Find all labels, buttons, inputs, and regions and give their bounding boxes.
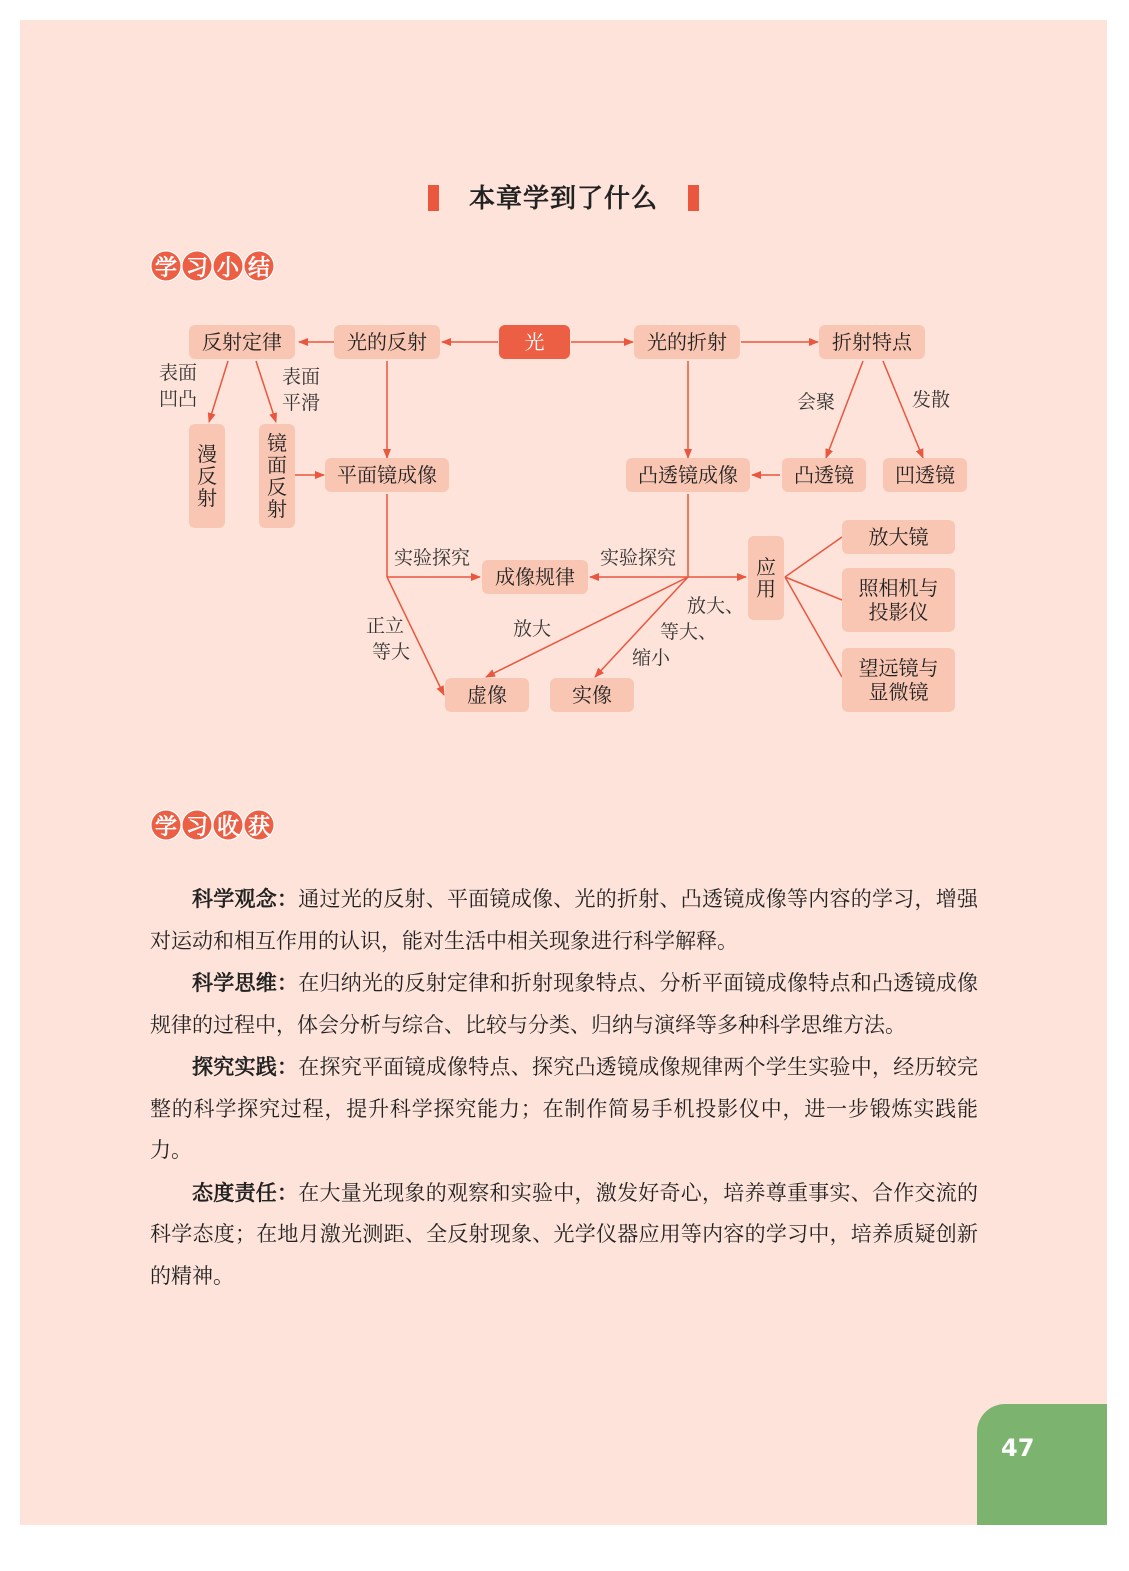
label-diverge: 发散 xyxy=(912,389,951,411)
label-line: 缩小 xyxy=(632,647,671,669)
node-char: 射 xyxy=(267,497,287,521)
arrow-law-specular xyxy=(256,361,276,422)
arrow-law-diffuse xyxy=(209,361,228,422)
page-number: 47 xyxy=(1001,1434,1035,1462)
node-camera-projector xyxy=(842,568,955,632)
node-light: 光 xyxy=(499,325,570,359)
node-refraction: 光的折射 xyxy=(634,325,740,359)
node-char: 反 xyxy=(267,475,287,499)
node-line: 投影仪 xyxy=(868,600,929,624)
node-char: 漫 xyxy=(197,442,217,466)
node-line: 望远镜与 xyxy=(858,656,939,680)
node-char: 反 xyxy=(197,464,217,488)
paragraph-attitude-responsibility xyxy=(150,1172,978,1298)
section-char: 学 xyxy=(150,809,182,841)
section-char: 获 xyxy=(243,809,275,841)
section-heading-gains xyxy=(150,809,274,841)
paragraph-text: 在归纳光的反射定律和折射现象特点、分析平面镜成像特点和凸透镜成像规律的过程中，体会分析与综合、比较与分类、归纳与演绎等多种科学思维方法。 xyxy=(150,971,978,1037)
paragraph-science-thinking xyxy=(150,962,978,1046)
page-number-tab xyxy=(977,1404,1107,1525)
node-concave-lens: 凹透镜 xyxy=(883,458,967,492)
paragraph-head: 科学思维： xyxy=(192,970,299,995)
node-reflection-law: 反射定律 xyxy=(189,325,295,359)
label-real-image-types xyxy=(632,593,744,671)
title-text: 本章学到了什么 xyxy=(468,184,658,214)
paragraph-head: 科学观念： xyxy=(192,886,299,911)
label-line: 正立 xyxy=(366,615,405,637)
label-upright-equal xyxy=(360,613,410,665)
node-virtual-image: 虚像 xyxy=(445,678,529,712)
label-line: 等大 xyxy=(372,641,411,663)
node-imaging-rule: 成像规律 xyxy=(482,560,588,594)
label-converge: 会聚 xyxy=(797,391,836,413)
node-line: 照相机与 xyxy=(858,576,939,600)
label-line: 表面 xyxy=(282,366,321,388)
node-plane-mirror-imaging: 平面镜成像 xyxy=(325,458,449,492)
label-line: 表面 xyxy=(159,362,198,384)
section-char: 学 xyxy=(150,250,182,282)
section-char: 收 xyxy=(212,809,244,841)
node-char: 镜 xyxy=(267,431,287,455)
line-app-camera xyxy=(785,577,842,600)
node-char: 应 xyxy=(756,555,776,579)
label-rough-surface xyxy=(159,360,197,412)
node-reflection: 光的反射 xyxy=(334,325,440,359)
node-char: 面 xyxy=(267,453,287,477)
paragraph-text: 通过光的反射、平面镜成像、光的折射、凸透镜成像等内容的学习，增强对运动和相互作用的认识，能对生活中相关现象进行科学解释。 xyxy=(150,887,978,953)
paragraph-text: 在大量光现象的观察和实验中，激发好奇心，培养尊重事实、合作交流的科学态度；在地月激光测距、全反射现象、光学仪器应用等内容的学习中，培养质疑创新的精神。 xyxy=(150,1180,978,1288)
label-enlarge: 放大 xyxy=(513,618,552,640)
paragraph-head: 探究实践： xyxy=(192,1054,299,1079)
section-char: 结 xyxy=(243,250,275,282)
node-real-image: 实像 xyxy=(550,678,634,712)
label-experiment-right: 实验探究 xyxy=(600,547,677,569)
line-app-magnifier xyxy=(785,537,842,577)
section-char: 习 xyxy=(181,809,213,841)
section-char: 小 xyxy=(212,250,244,282)
learning-gains-text xyxy=(150,878,978,1297)
section-char: 习 xyxy=(181,250,213,282)
page xyxy=(20,20,1107,1525)
paragraph-inquiry-practice xyxy=(150,1046,978,1172)
label-experiment-left: 实验探究 xyxy=(394,547,471,569)
paragraph-head: 态度责任： xyxy=(192,1179,299,1205)
node-convex-imaging: 凸透镜成像 xyxy=(626,458,750,492)
node-telescope-microscope xyxy=(842,648,955,712)
line-app-telescope xyxy=(785,577,842,677)
node-application xyxy=(748,536,784,620)
node-specular-reflection xyxy=(259,424,295,528)
label-line: 等大、 xyxy=(660,621,718,643)
node-char: 用 xyxy=(756,577,776,601)
paragraph-text: 在探究平面镜成像特点、探究凸透镜成像规律两个学生实验中，经历较完整的科学探究过程，提升科学探究能力；在制作简易手机投影仪中，进一步锻炼实践能力。 xyxy=(150,1055,978,1162)
node-diffuse-reflection xyxy=(189,424,225,528)
label-line: 放大、 xyxy=(687,595,745,617)
node-magnifier: 放大镜 xyxy=(842,520,955,554)
label-line: 凹凸 xyxy=(159,388,198,410)
node-line: 显微镜 xyxy=(868,680,929,704)
node-char: 射 xyxy=(197,486,217,510)
node-refraction-feature: 折射特点 xyxy=(819,325,925,359)
label-line: 平滑 xyxy=(282,392,321,414)
label-smooth-surface xyxy=(282,364,320,416)
node-convex-lens: 凸透镜 xyxy=(782,458,866,492)
paragraph-science-concept xyxy=(150,878,978,962)
